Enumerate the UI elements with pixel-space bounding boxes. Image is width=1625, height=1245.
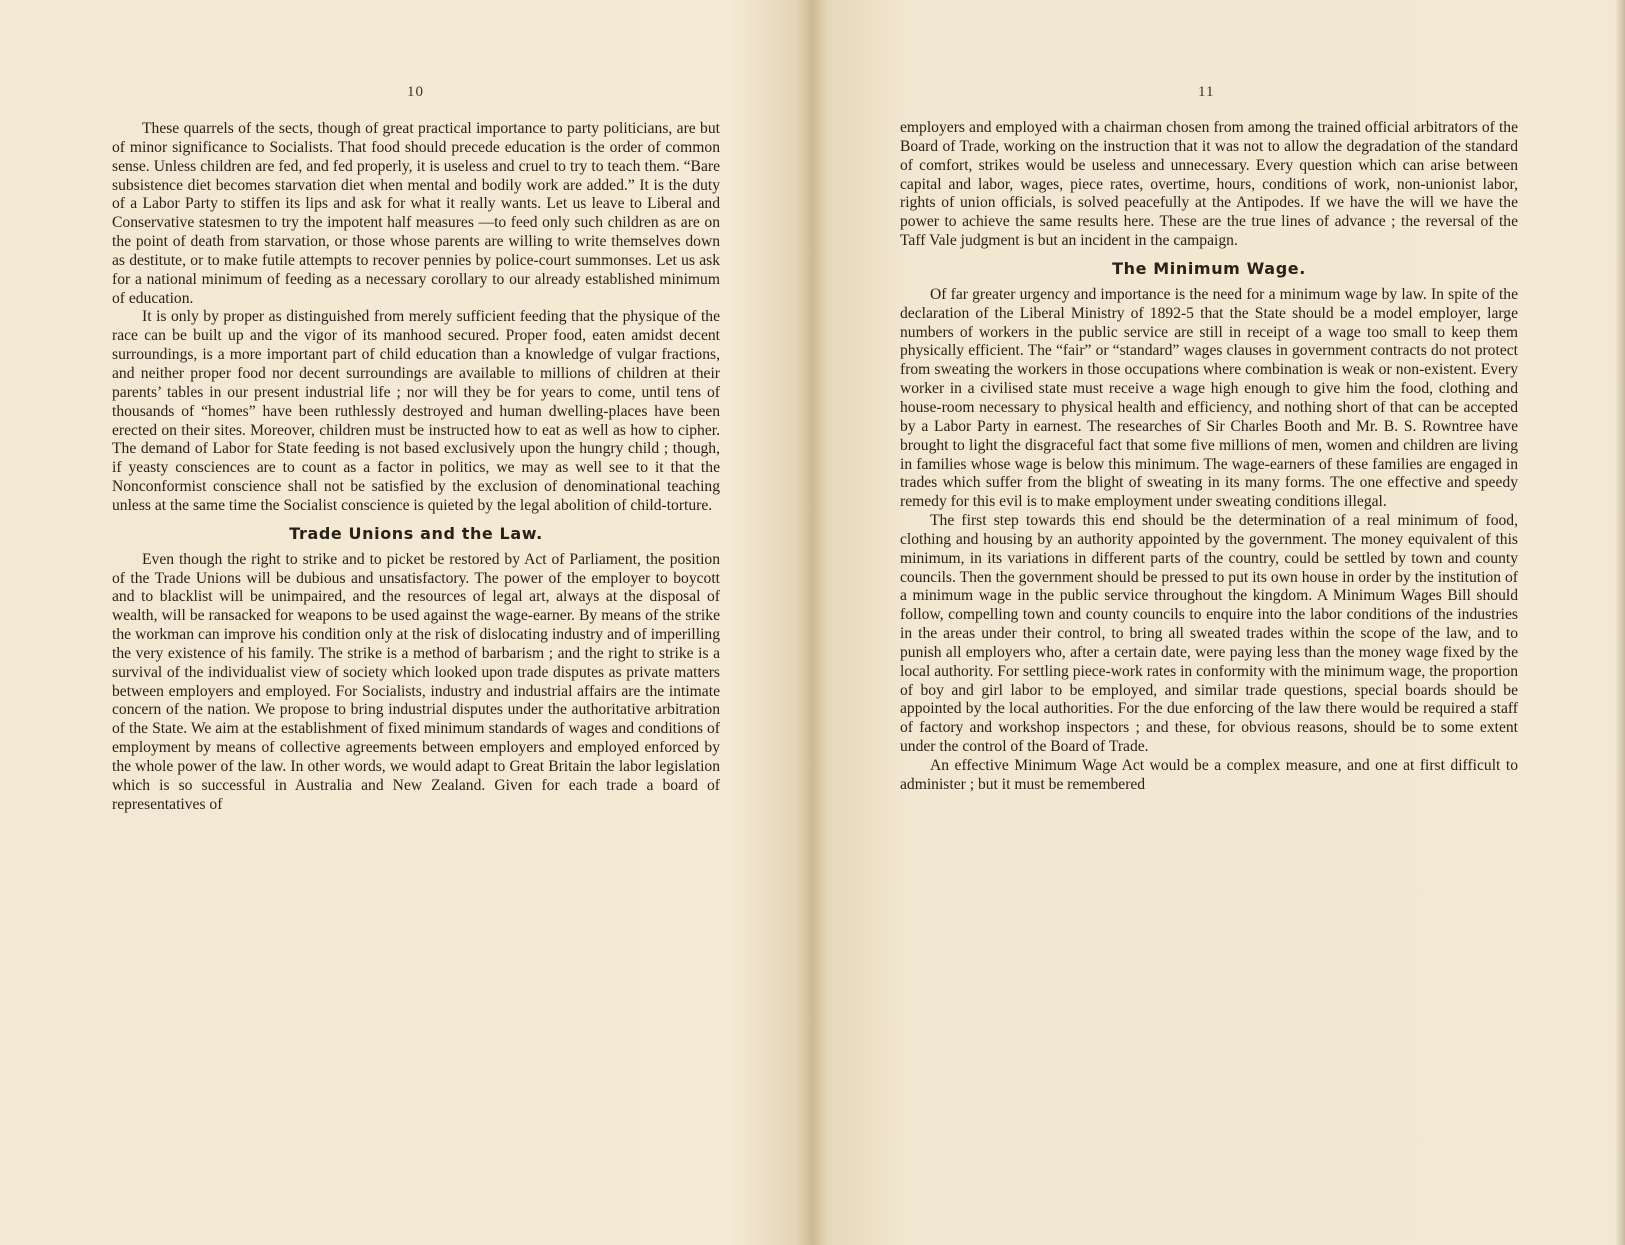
paragraph-minimum-wage-act: An effective Minimum Wage Act would be a complex measure, and one at first difficult to administer ; but it must be remembered bbox=[900, 757, 1518, 793]
paragraph-state-feeding: These quarrels of the sects, though of great practical importance to party politicians, are but of minor significance to Socialists. That food should precede education is the order of common sense. Unless children are fed, and fed properly, it is useless and cruel to try to teach them. “Bare subsistence diet becomes starvation diet when mental and bodily work are added.” It is the duty of a Labor Party to stiffen its lips and ask for what it really wants. Let us leave to Liberal and Conservative statesmen to try the impotent half measures —to feed only such children as are on the point of death from starvation, or those whose parents are willing to write themselves down as destitute, or to make futile attempts to recover pennies by police-court summonses. Let us ask for a national minimum of feeding as a necessary corollary to our already established minimum of education. bbox=[112, 120, 720, 307]
paragraph-trade-unions: Even though the right to strike and to picket be restored by Act of Parliament, the position of the Trade Unions will be dubious and unsatisfactory. The power of the employer to boycott and to blacklist will be unimpaired, and the resources of legal art, always at the disposal of wealth, will be ransacked for weapons to be used against the wage-earner. By means of the strike the workman can improve his condition only at the risk of dislocating industry and of imperilling the very existence of his family. The strike is a method of barbarism ; and the right to strike is a survival of the individualist view of society which looked upon trade disputes as private matters between employers and employed. For Socialists, industry and industrial affairs are the intimate concern of the nation. We propose to bring industrial disputes under the authoritative arbitration of the State. We aim at the establishment of fixed minimum standards of wages and conditions of employment by means of collective agreements between employers and employed enforced by the whole power of the law. In other words, we would adapt to Great Britain the labor legislation which is so successful in Australia and New Zealand. Given for each trade a board of representatives of bbox=[112, 550, 720, 813]
page-number-left: 10 bbox=[407, 84, 424, 100]
page-edge-shadow bbox=[1615, 0, 1625, 1245]
paragraph-arbitration-continued: employers and employed with a chairman chosen from among the trained official arbitrators of the Board of Trade, working on the instruction that it was not to allow the degradation of the standard of comfort, strikes would be useless and unnecessary. Every question which can arise between capital and labor, wages, piece rates, overtime, hours, conditions of work, non-unionist labor, rights of union officials, is solved peacefully at the Antipodes. If we have the will we have the power to achieve the same results here. These are the true lines of advance ; the reversal of the Taff Vale judgment is but an incident in the campaign. bbox=[900, 119, 1518, 250]
left-page-text bbox=[112, 120, 720, 815]
paragraph-minimum-wage-urgency: Of far greater urgency and importance is the need for a minimum wage by law. In spite of the declaration of the Liberal Ministry of 1892-5 that the State should be a model employer, large numbers of workers in the public service are still in receipt of a wage too small to keep them physically efficient. The “fair” or “standard” wages clauses in government contracts do not protect from sweating the workers in those occupations where combination is weak or non-existent. Every worker in a civilised state must receive a wage high enough to give him the food, clothing and house-room necessary to physical health and efficiency, and nothing short of that can be accepted by a Labor Party in earnest. The researches of Sir Charles Booth and Mr. B. S. Rowntree have brought to light the disgraceful fact that some five millions of men, women and children are living in families whose wage is below this minimum. The wage-earners of these families are engaged in trades which suffer from the blight of sweating in its many forms. The one effective and speedy remedy for this evil is to make employment under sweating conditions illegal. bbox=[900, 285, 1518, 511]
paragraph-first-step: The first step towards this end should be the determination of a real minimum of food, clothing and housing by an authority appointed by the government. The money equivalent of this minimum, in its variations in different parts of the country, could be settled by town and county councils. Then the government should be pressed to put its own house in order by the institution of a minimum wage in the public service throughout the kingdom. A Minimum Wages Bill should follow, compelling town and county councils to enquire into the labor conditions of the industries in the areas under their control, to bring all sweated trades within the scope of the law, and to punish all employers who, after a certain date, were paying less than the money wage fixed by the local authority. For settling piece-work rates in conformity with the minimum wage, the proportion of boy and girl labor to be employed, and similar trade questions, special boards should be appointed by the local authorities. For the due enforcing of the law there would be required a staff of factory and workshop inspectors ; and these, for obvious reasons, should be to some extent under the control of the Board of Trade. bbox=[900, 512, 1518, 756]
paragraph-proper-feeding: It is only by proper as distinguished from merely sufficient feeding that the physique of the race can be built up and the vigor of its manhood secured. Proper food, eaten amidst decent surroundings, is a more important part of child education than a knowledge of vulgar fractions, and neither proper food nor decent surroundings are available to millions of children at their parents’ tables in our present industrial life ; nor will they be for years to come, until tens of thousands of “homes” have been ruthlessly destroyed and human dwelling-places have been erected on their sites. Moreover, children must be instructed how to eat as well as how to cipher. The demand of Labor for State feeding is not based exclusively upon the hungry child ; though, if yeasty consciences are to count as a factor in politics, we may as well see to it that the Nonconformist conscience shall not be satisfied by the exclusion of denominational teaching unless at the same time the Socialist conscience is quieted by the legal abolition of child-torture. bbox=[112, 308, 720, 514]
right-page-text bbox=[900, 119, 1518, 795]
section-heading-minimum-wage: The Minimum Wage. bbox=[1112, 258, 1306, 278]
right-page bbox=[812, 0, 1625, 1245]
left-page bbox=[0, 0, 808, 1245]
page-number-right: 11 bbox=[1198, 84, 1215, 100]
section-heading-trade-unions: Trade Unions and the Law. bbox=[289, 523, 543, 543]
